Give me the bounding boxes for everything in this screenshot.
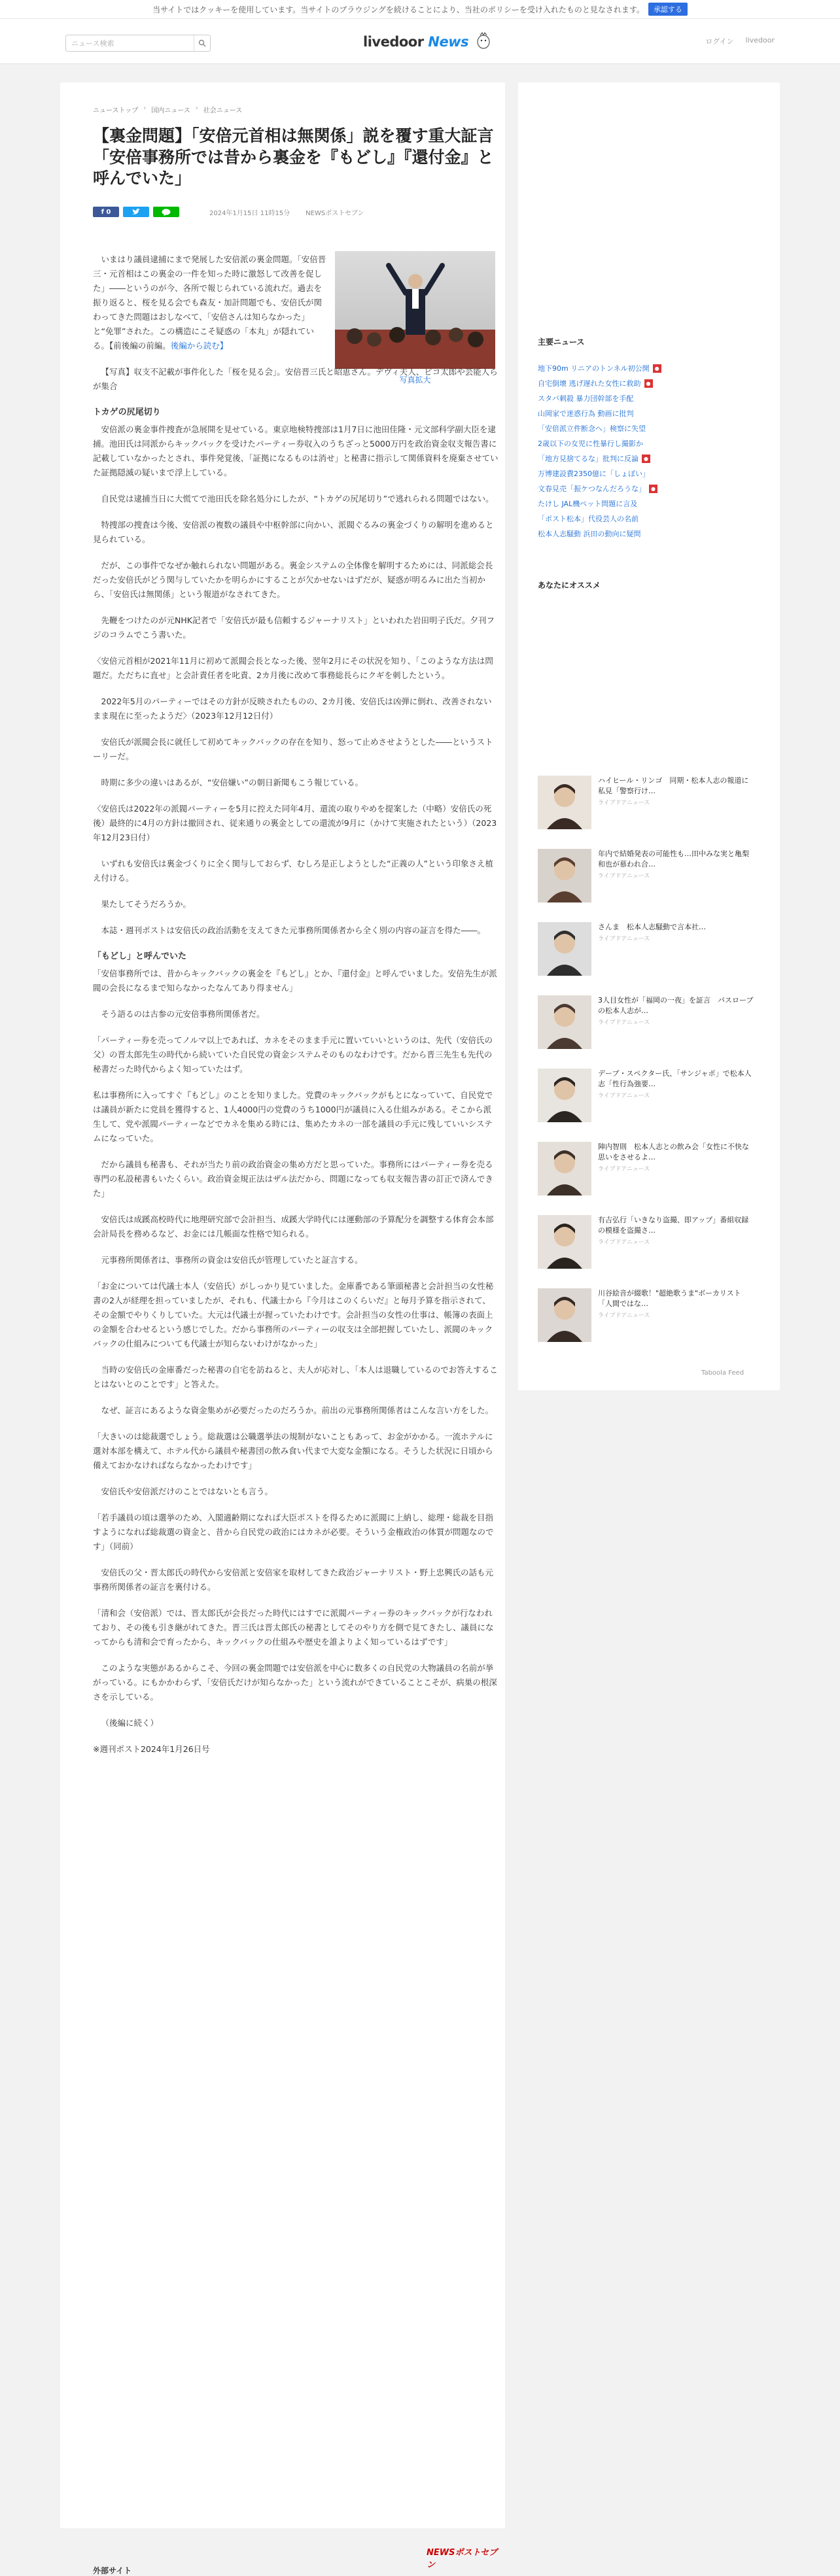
top-news-item[interactable] [538,376,754,391]
line-icon [162,209,171,216]
top-news-item[interactable] [538,481,754,496]
next-part-link[interactable]: 後編から読む】 [170,341,228,351]
photo-caption[interactable]: 写真拡大 [399,375,431,385]
recommend-item[interactable] [538,1215,754,1269]
article-paragraph: なぜ、証言にあるような資金集めが必要だったのだろうか。前出の元事務所関係者はこんな言い方をした。 [101,1405,494,1415]
recommend-title[interactable]: 年内で結婚発表の可能性も…田中みな実と亀梨和也が慕われ合… [598,850,749,868]
source-logo[interactable]: NEWSポストセブン [427,2548,498,2570]
breadcrumb-separator: › [195,105,198,112]
top-news-link[interactable]: 2歳以下の女児に性暴行し撮影か [538,439,643,448]
recommend-text-block [598,1069,754,1122]
article-column [60,82,510,2575]
recommend-heading: あなたにオススメ [538,581,601,590]
login-link[interactable]: ログイン [705,37,734,46]
article-paragraph: 時期に多少の違いはあるが、“安倍嫌い”の朝日新聞もこう報じている。 [101,778,363,787]
logo-news-text: News [428,34,469,50]
top-news-item[interactable] [538,451,754,466]
search-icon[interactable] [194,35,210,51]
site-logo[interactable] [363,32,491,50]
top-news-item[interactable] [538,496,754,511]
breadcrumb-top[interactable]: ニューストップ [93,107,139,114]
article-paragraph: 安倍氏は成蹊高校時代に地理研究部で会計担当、成蹊大学時代には運動部の予算配分を調整する体育会本部会計局長を務めるなど、お金には几帳面な性格で知られる。 [93,1214,494,1239]
breadcrumb-domestic[interactable]: 国内ニュース [151,107,190,114]
article-paragraph: （後編に続く） [101,1718,159,1728]
recommend-title[interactable]: 3人目女性が「福岡の一夜」を証言 パスローブの松本人志が… [598,996,754,1015]
recommend-text-block [598,1142,754,1195]
article-paragraph: 当時の安倍氏の金庫番だった秘書の自宅を訪ねると、夫人が応対し、「本人は退職しているのでお答えすることはないとのことです」と答えた。 [93,1365,498,1389]
recommend-item[interactable] [538,1069,754,1122]
article-quote: 「若手議員の頃は選挙のため、入閣適齢期になれば大臣ポストを得るために派閥に上納し、総理・総裁を目指すようになれば総裁選の資金と、昔から自民党の政治にはカネが必要。そういう金権政治の体質が問題なのです」（同前） [93,1513,494,1551]
article-paragraph: 安倍氏や安倍派だけのことではないとも言う。 [101,1486,273,1496]
recommend-source: ライブドアニュース [598,1020,650,1026]
article-quote: 「パーティー券を売ってノルマ以上であれば、カネをそのまま手元に置いていいというのは、先代（安倍氏の父）の晋太郎先生の時代から続いていた自民党の資金システムそのものなわけです。だから晋三先生も先代の秘書だった時代からよく知っていたはず。 [93,1035,493,1074]
recommend-thumbnail[interactable] [538,1288,591,1342]
recommend-thumbnail[interactable] [538,1215,591,1269]
recommend-source: ライブドアニュース [598,873,650,880]
livedoor-link[interactable]: livedoor [745,36,775,44]
taboola-feed-label[interactable]: Taboola Feed [701,1369,744,1377]
mascot-icon [476,32,491,49]
recommend-title[interactable]: 陣内智則 松本人志との飲み会「女性に不快な思いをさせるよ… [598,1142,749,1161]
article-paragraph: 自民党は逮捕当日に大慌てで池田氏を除名処分にしたが、“トカゲの尻尾切り”で逃れられる問題ではない。 [101,494,494,504]
top-news-link[interactable]: 「地方見捨てるな」批判に反論 [538,455,639,463]
facebook-share-button[interactable]: f 0 [93,207,119,217]
recommend-thumbnail[interactable] [538,1142,591,1195]
recommend-source: ライブドアニュース [598,1239,650,1246]
cookie-agree-button[interactable]: 承認する [648,3,688,16]
article-source[interactable]: NEWSポストセブン [306,209,364,217]
article-quote: 「安倍事務所では、昔からキックバックの裏金を『もどし』とか、『還付金』と呼んでいました。安倍先生が派閥の会長になるまで知らなかったなんてあり得ません」 [93,969,497,993]
article-paragraph: 本誌・週刊ポストは安倍氏の政治活動を支えてきた元事務所関係者から全く別の内容の証言を得た――。 [101,925,486,935]
article-paragraph: 先鞭をつけたのが元NHK記者で「安倍氏が最も信頼するジャーナリスト」といわれた岩田明子氏だ。夕刊フジのコラムでこう書いた。 [93,615,495,640]
recommend-item[interactable] [538,995,754,1049]
article-paragraph: そう語るのは古参の元安倍事務所関係者だ。 [101,1009,265,1019]
top-news-item[interactable] [538,361,754,376]
article-paragraph: だが、この事件でなぜか触れられない問題がある。裏金システムの全体像を解明するためには、同派総会長だった安倍氏がどう関与していたかを明らかにすることが欠かせないはずだが、疑惑が明るみに出た当初から、「安倍氏は無関係」という報道がなされてきた。 [93,560,493,599]
recommend-text-block [598,776,754,829]
new-badge-icon: ● [642,455,650,463]
recommend-thumbnail[interactable] [538,849,591,902]
recommend-item[interactable] [538,849,754,902]
top-news-link[interactable]: たけし JAL機ペット問題に言及 [538,500,638,508]
top-news-item[interactable] [538,436,754,451]
top-news-link[interactable]: 地下90m リニアのトンネル初公開 [538,364,650,373]
top-news-link[interactable]: 山岡家で迷惑行為 動画に批判 [538,409,634,418]
article-quote: 〈安倍氏は2022年の派閥パーティーを5月に控えた同年4月、還流の取りやめを提案した（中略）安倍氏の死後）最終的に4月の方針は撤回され、従来通りの裏金としての還流が9月に（かけて実施されたという）（2023年12月23日付） [93,804,497,842]
new-badge-icon: ● [649,485,657,493]
article-quote: 2022年5月のパーティーではその方針が反映されたものの、2カ月後、安倍氏は凶弾に倒れ、改善されないまま現在に至ったようだ〉（2023年12月12日付） [93,696,492,721]
article-paragraph: 安倍氏が派閥会長に就任して初めてキックバックの存在を知り、怒って止めさせようとした――というストーリーだ。 [93,737,493,761]
share-bar [93,207,364,217]
top-news-link[interactable]: 文春見売「振ケつなんだろうな」 [538,485,646,493]
top-news-link[interactable]: 自宅倒壊 逃げ遅れた女性に救助 [538,379,641,388]
recommend-title[interactable]: さんま 松本人志騒動で言本社… [598,923,706,931]
recommend-title[interactable]: デーブ・スペクター氏、「サンジャポ」で松本人志「性行為強要… [598,1069,752,1088]
article-paragraph [93,252,328,353]
header-links [705,36,775,46]
article-paragraph: 元事務所関係者は、事務所の資金は安倍氏が管理していたと証言する。 [101,1255,363,1265]
recommend-thumbnail[interactable] [538,922,591,976]
article-title: 【裏金問題】「安倍元首相は無関係」説を覆す重大証言 「安倍事務所では昔から裏金を『もどし』『還付金』と呼んでいた」 [93,126,510,188]
top-news-item[interactable] [538,466,754,481]
top-news-item[interactable] [538,526,754,541]
article-paragraph: 安倍氏の父・晋太郎氏の時代から安倍派と安倍家を取材してきた政治ジャーナリスト・野上忠興氏の話も元事務所関係者の証言を裏付ける。 [93,1568,494,1592]
recommend-thumbnail[interactable] [538,995,591,1049]
logo-text: livedoor [363,34,429,50]
article-paragraph: 果たしてそうだろうか。 [101,899,192,909]
top-news-link[interactable]: スタバ刺殺 暴力団幹部を手配 [538,394,634,403]
search-input[interactable]: ニュース検索 [71,39,114,48]
article-paragraph: 安倍派の裏金事件捜査が急展開を見せている。東京地検特捜部は1月7日に池田佳隆・元文部科学副大臣を逮捕。池田氏は同派からキックバックを受けたパーティー券収入のうちざっと5000万円を政治資金収支報告書に記載していなかったとされ、事件発覚後、「証拠になるものは消せ」と秘書に指示して関係資料を廃棄させていた証拠隠滅の疑いまで浮上している。 [93,424,499,477]
recommend-source: ライブドアニュース [598,800,650,806]
recommend-text-block [598,922,706,976]
paragraph-text: いまはり議員逮捕にまで発展した安倍派の裏金問題。「安倍晋三・元首相はこの裏金の一件を知った時に激怒して改善を促した」――というのが今、各所で報じられている流れだ。過去を振り返ると、桜を見る会でも森友・加計問題でも、安倍氏が関わってきた問題はおしなべて、「安倍さんは知らなかった」と“免罪”された。この構造にこそ疑惑の「本丸」が隠れている。【前後編の前編。 [93,254,326,351]
recommend-source: ライブドアニュース [598,936,650,942]
twitter-share-button[interactable] [123,207,149,217]
breadcrumb-society[interactable]: 社会ニュース [203,107,243,114]
article-paragraph: 【写真】収支不記載が事件化した「桜を見る会」。安倍晋三氏と昭恵さん。デヴィ夫人、ピコ太郎や芸能人らが集合 [93,367,498,391]
recommend-item[interactable] [538,922,754,976]
line-share-button[interactable] [153,207,179,217]
recommend-text-block [598,1215,754,1269]
top-news-link[interactable]: 松本人志騒動 浜田の動向に疑問 [538,530,641,538]
recommend-item[interactable] [538,776,754,829]
recommend-thumbnail[interactable] [538,776,591,829]
site-header [0,19,840,64]
publish-date: 2024年1月15日 11時15分 [209,209,290,217]
article-quote: 「大きいのは総裁選でしょう。総裁選は公職選挙法の規制がないこともあって、お金がかかる。一流ホテルに選対本部を構えて、ホテル代から議員や秘書団の飲み食い代まで大変な金額になる。そうした状況に日頃から備えておかなければならなかったわけです」 [93,1432,493,1470]
cookie-banner [0,0,840,19]
article-paragraph: 特捜部の捜査は今後、安倍派の複数の議員や中枢幹部に向かい、派閥ぐるみの裏金づくりの解明を進めると見られている。 [93,520,494,544]
cookie-text: 当サイトではクッキーを使用しています。当サイトのブラウジングを続けることにより、当社のポリシーを受け入れたものと見なされます。 [152,5,644,14]
article-quote: 〈安倍元首相が2021年11月に初めて派閥会長となった後、翌年2月にその状況を知り、「このような方法は問題だ。ただちに直せ」と会計責任者を叱責、2カ月後に改めて事務総長らにクギを刺したという。 [93,656,493,680]
top-news-item[interactable] [538,421,754,436]
recommend-source: ライブドアニュース [598,1313,650,1319]
section-heading: 「もどし」と呼んでいた [93,952,187,961]
top-news-list [538,361,754,541]
new-badge-icon: ● [653,364,661,373]
magazine-credit: ※週刊ポスト2024年1月26日号 [93,1744,210,1754]
sidebar [518,82,780,1390]
recommend-text-block [598,1288,754,1342]
top-news-link[interactable]: 「ポスト松本」代役芸人の名前 [538,515,639,523]
twitter-icon [132,209,140,215]
recommend-text-block [598,849,754,902]
recommend-source: ライブドアニュース [598,1093,650,1099]
external-sites-heading: 外部サイト [93,2566,132,2575]
top-news-heading: 主要ニュース [538,337,585,347]
top-news-link[interactable]: 万博建設費2350億に「しょぼい」 [538,470,650,478]
top-news-item[interactable] [538,511,754,526]
article-quote: 私は事務所に入ってすぐ『もどし』のことを知りました。党費のキックバックがもとになっていて、自民党では議員が新たに党員を獲得すると、1人4000円の党費のうち1000円が議員に入る仕組みがある。そこから派生して、党や派閥パーティーなどでカネを集める時には、集めたカネの一部を議員の手元に残していいシステムになっていた。 [93,1090,493,1143]
breadcrumb-separator: › [143,105,147,112]
search-box[interactable] [65,35,211,52]
recommend-source: ライブドアニュース [598,1166,650,1173]
article-quote: 「お金については代議士本人（安倍氏）がしっかり見ていました。金庫番である筆頭秘書と会計担当の女性秘書の2人が経理を担っていましたが、それも、代議士から『今月はこのくらいだ』と毎月予算を指示されて、その金額でやりくりしていた。大元は代議士が握っていたわけです。会計担当の女性の仕事は、帳簿の表面上の金額を合わせるという感じでした。だから事務所のパーティーの収支は全部把握していたし、派閥のキックバックの仕組みについても代議士が知らないわけがなかった」 [93,1281,494,1348]
article-paragraph: このような実態があるからこそ、今回の裏金問題では安倍派を中心に数多くの自民党の大物議員の名前が挙がっている。にもかかわらず、「安倍氏だけが知らなかった」という流れができていることこそが、病巣の根深さを示している。 [93,1663,497,1702]
recommend-item[interactable] [538,1142,754,1195]
section-heading: トカゲの尻尾切り [93,407,161,417]
breadcrumb [93,105,242,114]
recommend-thumbnail[interactable] [538,1069,591,1122]
top-news-link[interactable]: 「安倍派立件断念へ」検察に失望 [538,424,646,433]
top-news-item[interactable] [538,406,754,421]
article-paragraph: いずれも安倍氏は裏金づくりに全く関与しておらず、むしろ是正しようとした“正義の人”という印象さえ植え付ける。 [93,859,493,883]
recommend-title[interactable]: ハイヒール・リンゴ 同期・松本人志の報道に私見「警察行け… [598,776,749,795]
recommend-item[interactable] [538,1288,754,1342]
article-quote: 「清和会（安倍派）では、晋太郎氏が会長だった時代にはすでに派閥パーティー券のキックバックが行なわれており、その後も引き継がれてきた。晋三氏は晋太郎氏の秘書としてそのやり方を側で見てきたし、議員になってからも清和会で育ったから、キックバックの仕組みや歴史を誰よりよく知っているはずです」 [93,1608,494,1647]
new-badge-icon: ● [644,379,653,388]
recommend-title[interactable]: 川谷絵音が綴歌！"超絶歌うま"ボーカリスト「人間ではな… [598,1289,741,1308]
recommend-title[interactable]: 有吉弘行「いきなり盗撮、即アップ」番組収録の模様を盗撮さ… [598,1216,749,1235]
top-news-item[interactable] [538,391,754,406]
recommend-text-block [598,995,754,1049]
article-body [93,252,499,1768]
article-quote: だから議員も秘書も、それが当たり前の政治資金の集め方だと思っていた。事務所にはパーティー券を売る専門の私設秘書もいたくらい。政治資金規正法はザル法だから、問題になっても収支報告書の訂正で済んできた」 [93,1159,493,1198]
